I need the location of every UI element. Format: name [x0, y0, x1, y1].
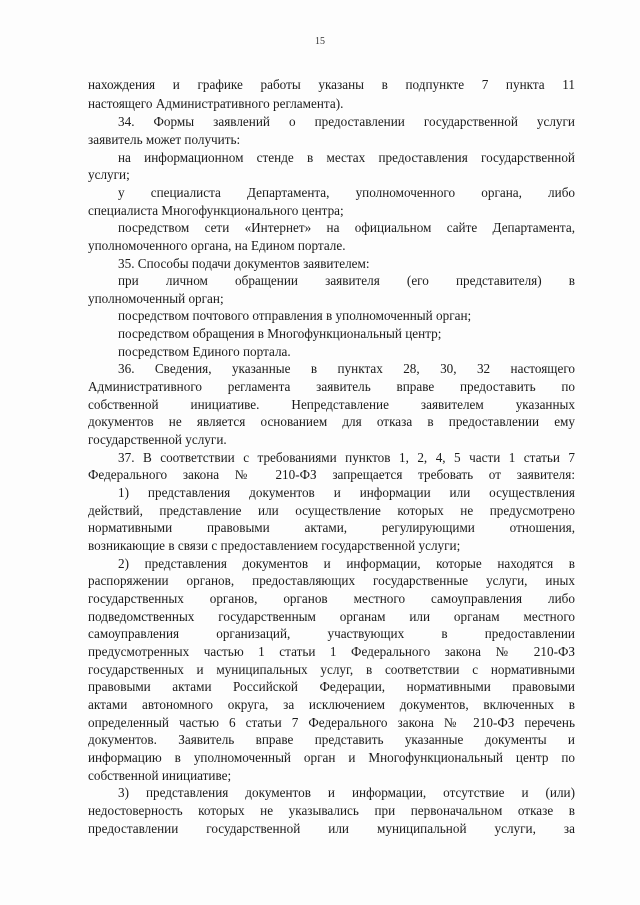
text-line: действий, представление или осуществление которых не предусмотрено [88, 503, 575, 518]
text-line: настоящего Административного регламента). [88, 96, 344, 111]
text-line: услуги; [88, 167, 130, 182]
text-line: собственной инициативе. Непредставление заявителем указанных [88, 397, 575, 412]
text-line: Федерального закона № 210-ФЗ запрещается требовать от заявителя: [88, 467, 575, 482]
text-line: 36. Сведения, указанные в пунктах 28, 30, 32 настоящего [118, 361, 575, 376]
text-line: уполномоченный орган; [88, 291, 224, 306]
text-line: предусмотренных частью 1 статьи 1 Федерального закона № 210-ФЗ [88, 644, 575, 659]
page-number: 15 [315, 36, 325, 47]
text-line: предоставлении государственной или муниципальной услуги, за [88, 821, 575, 836]
text-line: государственных органов, органов местного самоуправления либо [88, 591, 575, 606]
text-line: подведомственных государственным органам или органам местного [88, 609, 575, 624]
text-line: государственных и муниципальных услуг, в соответствии с нормативными [88, 662, 575, 677]
text-line: распоряжении органов, предоставляющих государственные услуги, иных [88, 573, 575, 588]
text-line: у специалиста Департамента, уполномоченного органа, либо [118, 185, 575, 200]
text-line: посредством Единого портала. [118, 344, 291, 359]
text-line: актами автономного округа, за исключением документов, включенных в [88, 697, 575, 712]
text-line: нахождения и графике работы указаны в подпункте 7 пункта 11 [88, 77, 575, 92]
text-line: 2) представления документов и информации, которые находятся в [118, 556, 575, 571]
text-line: Административного регламента заявитель вправе предоставить по [88, 379, 575, 394]
text-line: 34. Формы заявлений о предоставлении государственной услуги [118, 114, 575, 129]
text-line: 3) представления документов и информации, отсутствие и (или) [118, 785, 575, 800]
text-line: определенный частью 6 статьи 7 Федерального закона № 210-ФЗ перечень [88, 715, 575, 730]
text-line: государственной услуги. [88, 432, 227, 447]
text-line: уполномоченного органа, на Едином портале. [88, 238, 346, 253]
text-line: документов не является основанием для отказа в предоставлении ему [88, 414, 575, 429]
text-line: посредством сети «Интернет» на официальном сайте Департамента, [118, 220, 575, 235]
text-line: правовыми актами Российской Федерации, нормативными правовыми [88, 679, 575, 694]
text-line: информацию в уполномоченный орган и Многофункциональный центр по [88, 750, 575, 765]
text-line: 1) представления документов и информации или осуществления [118, 485, 575, 500]
text-line: нормативными правовыми актами, регулирующими отношения, [88, 520, 575, 535]
text-line: собственной инициативе; [88, 768, 232, 783]
text-line: при личном обращении заявителя (его представителя) в [118, 273, 575, 288]
text-line: документов. Заявитель вправе представить указанные документы и [88, 732, 575, 747]
text-line: посредством обращения в Многофункциональный центр; [118, 326, 442, 341]
text-line: 35. Способы подачи документов заявителем: [118, 256, 370, 271]
text-line: специалиста Многофункционального центра; [88, 203, 344, 218]
text-line: на информационном стенде в местах предоставления государственной [118, 150, 575, 165]
text-line: заявитель может получить: [88, 132, 241, 147]
text-line: посредством почтового отправления в уполномоченный орган; [118, 308, 472, 323]
text-line: 37. В соответствии с требованиями пунктов 1, 2, 4, 5 части 1 статьи 7 [118, 450, 575, 465]
text-line: самоуправления организаций, участвующих в предоставлении [88, 626, 575, 641]
text-line: возникающие в связи с предоставлением государственной услуги; [88, 538, 461, 553]
text-line: недостоверность которых не указывались при первоначальном отказе в [88, 803, 575, 818]
